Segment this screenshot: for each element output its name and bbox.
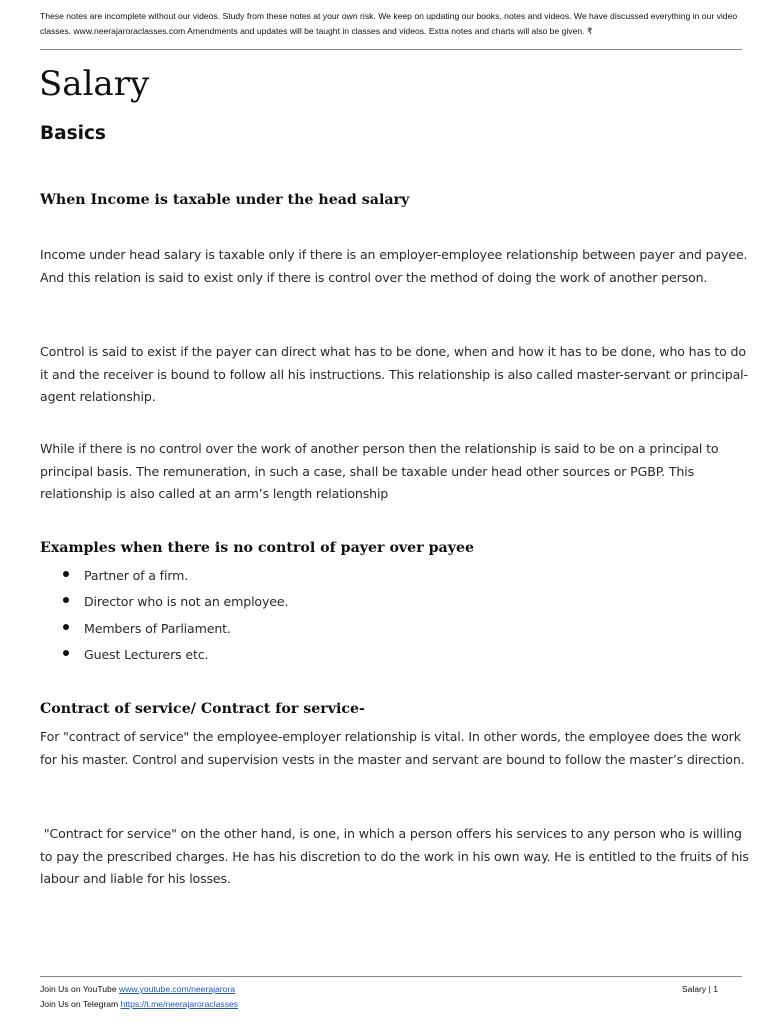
youtube-link[interactable]: www.youtube.com/neerajarora — [119, 984, 236, 994]
paragraph-employer-employee: Income under head salary is taxable only if there is an employer-employee relationship between payer and payee. And this relation is said to exist only if there is control over the method of doing the work of another person. — [40, 247, 748, 285]
telegram-link[interactable]: https://t.me/neerajaroraclasses — [120, 999, 239, 1009]
bullet-icon — [63, 571, 69, 577]
page-title: Salary — [39, 64, 150, 104]
paragraph-control: Control is said to exist if the payer can direct what has to be done, when and how it has to be done, who has to do it and the receiver is bound to follow all his instructions. This relationship is also called master-servant or principal-agent relationship. — [40, 344, 748, 404]
bullet-icon — [63, 650, 69, 656]
list-item — [40, 565, 288, 591]
bullet-icon — [63, 624, 69, 630]
examples-list — [40, 565, 288, 670]
section-heading-taxable: When Income is taxable under the head salary — [40, 192, 410, 208]
section-heading-contract: Contract of service/ Contract for service- — [40, 701, 365, 717]
list-item-text: Members of Parliament. — [84, 620, 231, 636]
list-item-text: Partner of a firm. — [84, 568, 189, 583]
header-divider — [40, 49, 742, 50]
list-item — [40, 618, 288, 644]
page-number: Salary | 1 — [681, 984, 718, 994]
footer-telegram-label: Join Us on Telegram — [40, 999, 121, 1009]
paragraph-principal-basis: While if there is no control over the work of another person then the relationship is said to be on a principal to principal basis. The remuneration, in such a case, shall be taxable under head other sources or PGBP. This relationship is also called at an arm’s length relationship — [40, 441, 719, 501]
footer-youtube-label: Join Us on YouTube — [40, 984, 119, 994]
section-heading-examples: Examples when there is no control of payer over payee — [40, 540, 475, 556]
footer-divider — [40, 976, 742, 977]
footer-telegram — [40, 998, 238, 1010]
paragraph-contract-for-service: "Contract for service" on the other hand, is one, in which a person offers his services to any person who is willing to pay the prescribed charges. He has his discretion to do the work in his own way. He is entitled to the fruits of his labour and liable for his losses. — [40, 826, 753, 886]
bullet-icon — [63, 597, 69, 603]
list-item — [40, 591, 288, 617]
header-notice: These notes are incomplete without our videos. Study from these notes at your own risk. We keep on updating our books, notes and videos. We have discussed everything in our video classes. www.neerajaroraclasses.com Amendments and updates will be taught in classes and videos. Extra notes and charts will also be given. ₹ — [40, 11, 738, 36]
paragraph-contract-of-service: For "contract of service" the employee-employer relationship is vital. In other words, the employee does the work for his master. Control and supervision vests in the master and servant are bound to follow the master’s direction. — [40, 729, 745, 767]
page-subtitle: Basics — [40, 123, 106, 144]
list-item — [40, 644, 288, 670]
footer-youtube — [40, 983, 235, 995]
list-item-text: Guest Lecturers etc. — [84, 646, 209, 662]
list-item-text: Director who is not an employee. — [84, 594, 289, 610]
